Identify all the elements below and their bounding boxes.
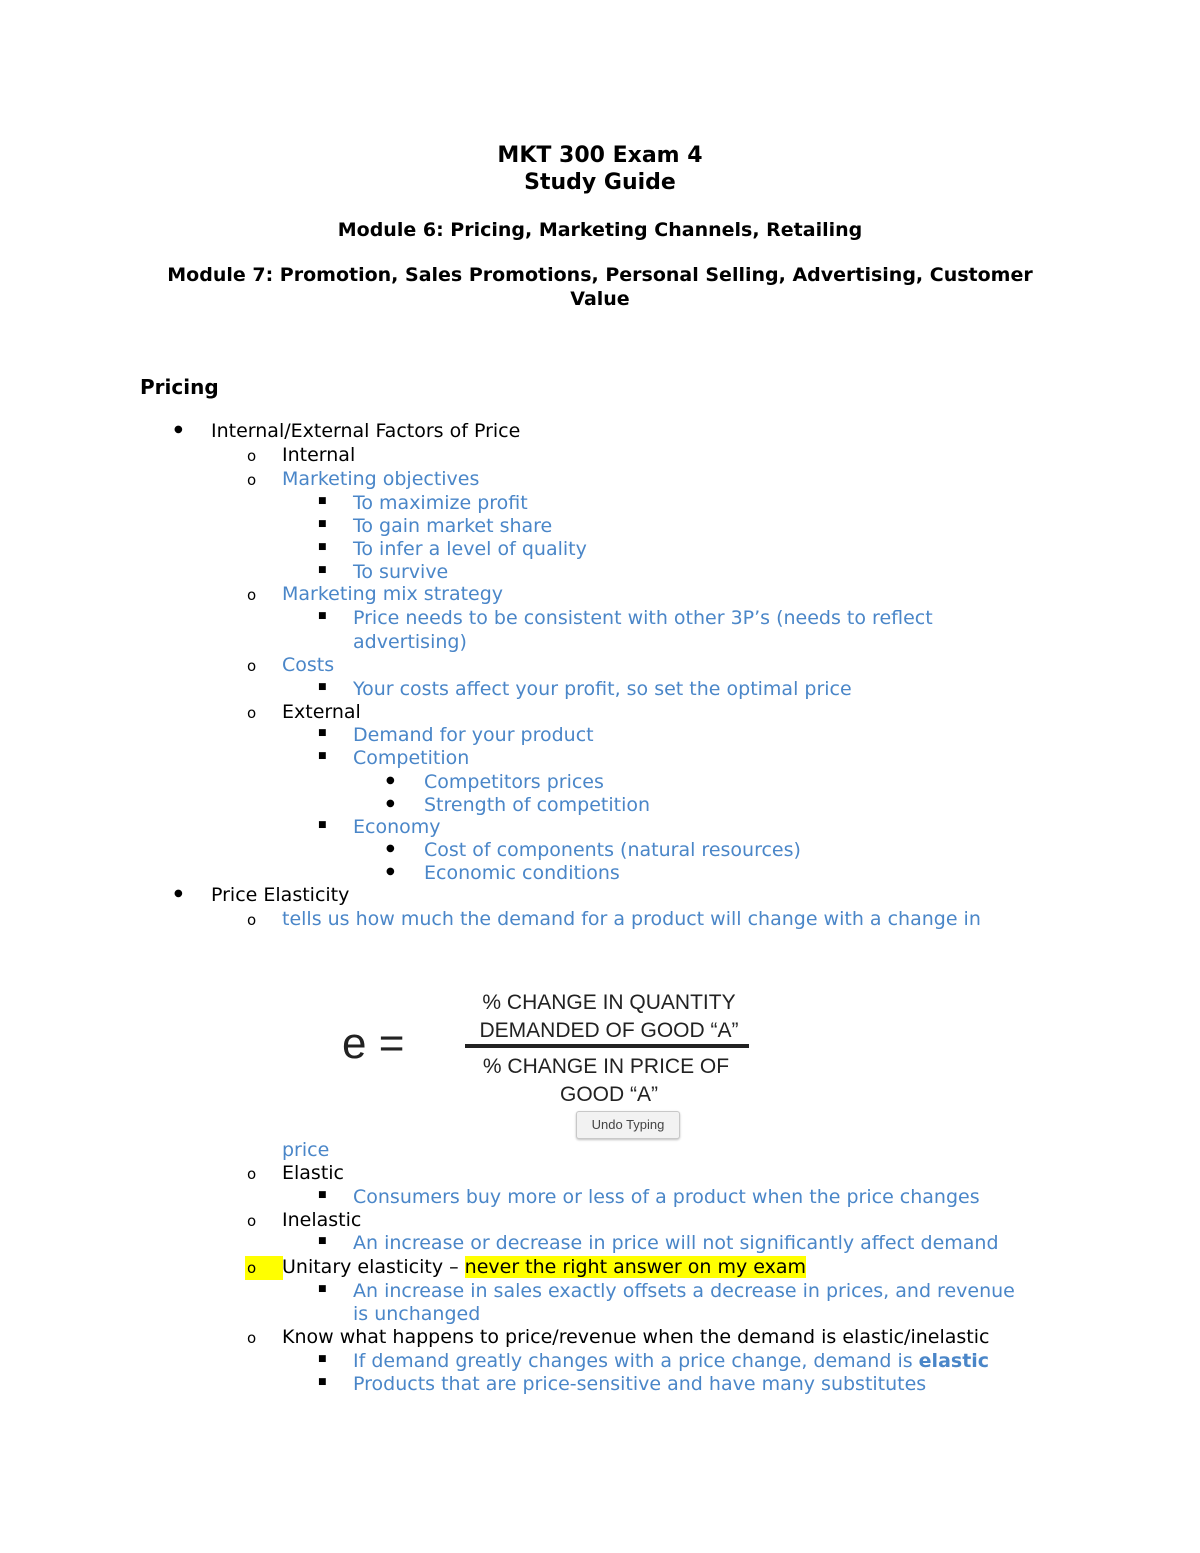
list-item: Your costs affect your profit, so set the optimal price: [353, 678, 852, 700]
section-title-pricing: Pricing: [140, 375, 219, 399]
list-item-continuation: advertising): [353, 631, 467, 653]
know1-text: If demand greatly changes with a price change, demand is: [353, 1350, 919, 1372]
circle-bullet-icon: [247, 1209, 256, 1233]
list-item: Know what happens to price/revenue when the demand is elastic/inelastic: [282, 1326, 990, 1348]
doc-subtitle: Study Guide: [524, 170, 676, 195]
square-bullet-icon: [318, 1350, 327, 1373]
square-bullet-icon: [318, 538, 327, 561]
list-item: Economic conditions: [424, 862, 620, 884]
list-item: Consumers buy more or less of a product when the price changes: [353, 1186, 980, 1208]
list-item: Inelastic: [282, 1209, 362, 1231]
disc-bullet-icon: [174, 884, 183, 907]
formula-denominator-line2: GOOD “A”: [560, 1083, 658, 1106]
list-item: Marketing mix strategy: [282, 583, 504, 605]
list-item: Internal: [282, 444, 356, 466]
list-item: Strength of competition: [424, 794, 651, 816]
list-item: Competitors prices: [424, 771, 604, 793]
disc-bullet-icon: [386, 794, 395, 817]
list-item: An increase in sales exactly offsets a decrease in prices, and revenue: [353, 1280, 1015, 1302]
list-item: Cost of components (natural resources): [424, 839, 801, 861]
square-bullet-icon: [318, 1186, 327, 1209]
list-item: An increase or decrease in price will not significantly affect demand: [353, 1232, 999, 1254]
list-item: [353, 1350, 989, 1373]
list-item: To gain market share: [353, 515, 553, 537]
doc-title: MKT 300 Exam 4: [497, 143, 703, 168]
list-item: Economy: [353, 816, 441, 838]
elasticity-formula-image: [340, 982, 760, 1112]
circle-bullet-icon: [247, 654, 256, 678]
list-item-continuation: is unchanged: [353, 1303, 481, 1325]
circle-bullet-icon: [247, 468, 256, 492]
disc-bullet-icon: [386, 839, 395, 862]
elastic-emphasis: elastic: [918, 1350, 990, 1372]
formula-numerator-line2: DEMANDED OF GOOD “A”: [479, 1019, 739, 1042]
list-item: To maximize profit: [353, 492, 528, 514]
list-item: Competition: [353, 747, 470, 769]
square-bullet-icon: [318, 1373, 327, 1396]
circle-bullet-icon: [247, 908, 256, 932]
circle-bullet-icon: [247, 444, 256, 468]
formula-lhs: e =: [342, 1019, 405, 1068]
square-bullet-icon: [318, 515, 327, 538]
disc-bullet-icon: [386, 771, 395, 794]
module-7-heading: Module 7: Promotion, Sales Promotions, Personal Selling, Advertising, Customer Value: [167, 264, 1033, 310]
disc-bullet-icon: [386, 862, 395, 885]
unitary-label: Unitary elasticity –: [282, 1256, 465, 1278]
list-item: Costs: [282, 654, 335, 676]
list-item: Demand for your product: [353, 724, 594, 746]
formula-numerator-line1: % CHANGE IN QUANTITY: [482, 991, 736, 1014]
square-bullet-icon: [318, 561, 327, 584]
undo-typing-button[interactable]: Undo Typing: [576, 1111, 680, 1139]
circle-bullet-icon: [245, 1256, 283, 1280]
list-item-continuation: price: [282, 1139, 330, 1161]
disc-bullet-icon: [174, 420, 183, 443]
highlighted-note: never the right answer on my exam: [464, 1256, 806, 1278]
list-item: To survive: [353, 561, 449, 583]
formula-fraction-bar: [465, 1044, 749, 1048]
square-bullet-icon: [318, 1232, 327, 1255]
module-6-heading: Module 6: Pricing, Marketing Channels, Retailing: [337, 219, 863, 241]
list-item: tells us how much the demand for a product will change with a change in: [282, 908, 981, 930]
list-item: Marketing objectives: [282, 468, 480, 490]
list-item: Price Elasticity: [211, 884, 350, 906]
list-item: Elastic: [282, 1162, 345, 1184]
list-item: To infer a level of quality: [353, 538, 587, 560]
circle-bullet-icon: [247, 1326, 256, 1350]
list-item: Internal/External Factors of Price: [211, 420, 521, 442]
circle-bullet-icon: [247, 701, 256, 725]
circle-bullet-icon: [247, 1162, 256, 1186]
circle-bullet-icon: [247, 583, 256, 607]
list-item: Products that are price-sensitive and have many substitutes: [353, 1373, 927, 1395]
square-bullet-icon: [318, 724, 327, 747]
list-item: [282, 1256, 806, 1279]
list-item: Price needs to be consistent with other 3P’s (needs to reflect: [353, 607, 933, 629]
list-item: External: [282, 701, 361, 723]
square-bullet-icon: [318, 607, 327, 630]
square-bullet-icon: [318, 1280, 327, 1303]
square-bullet-icon: [318, 678, 327, 701]
square-bullet-icon: [318, 492, 327, 515]
square-bullet-icon: [318, 747, 327, 770]
formula-denominator-line1: % CHANGE IN PRICE OF: [482, 1055, 730, 1078]
square-bullet-icon: [318, 816, 327, 839]
